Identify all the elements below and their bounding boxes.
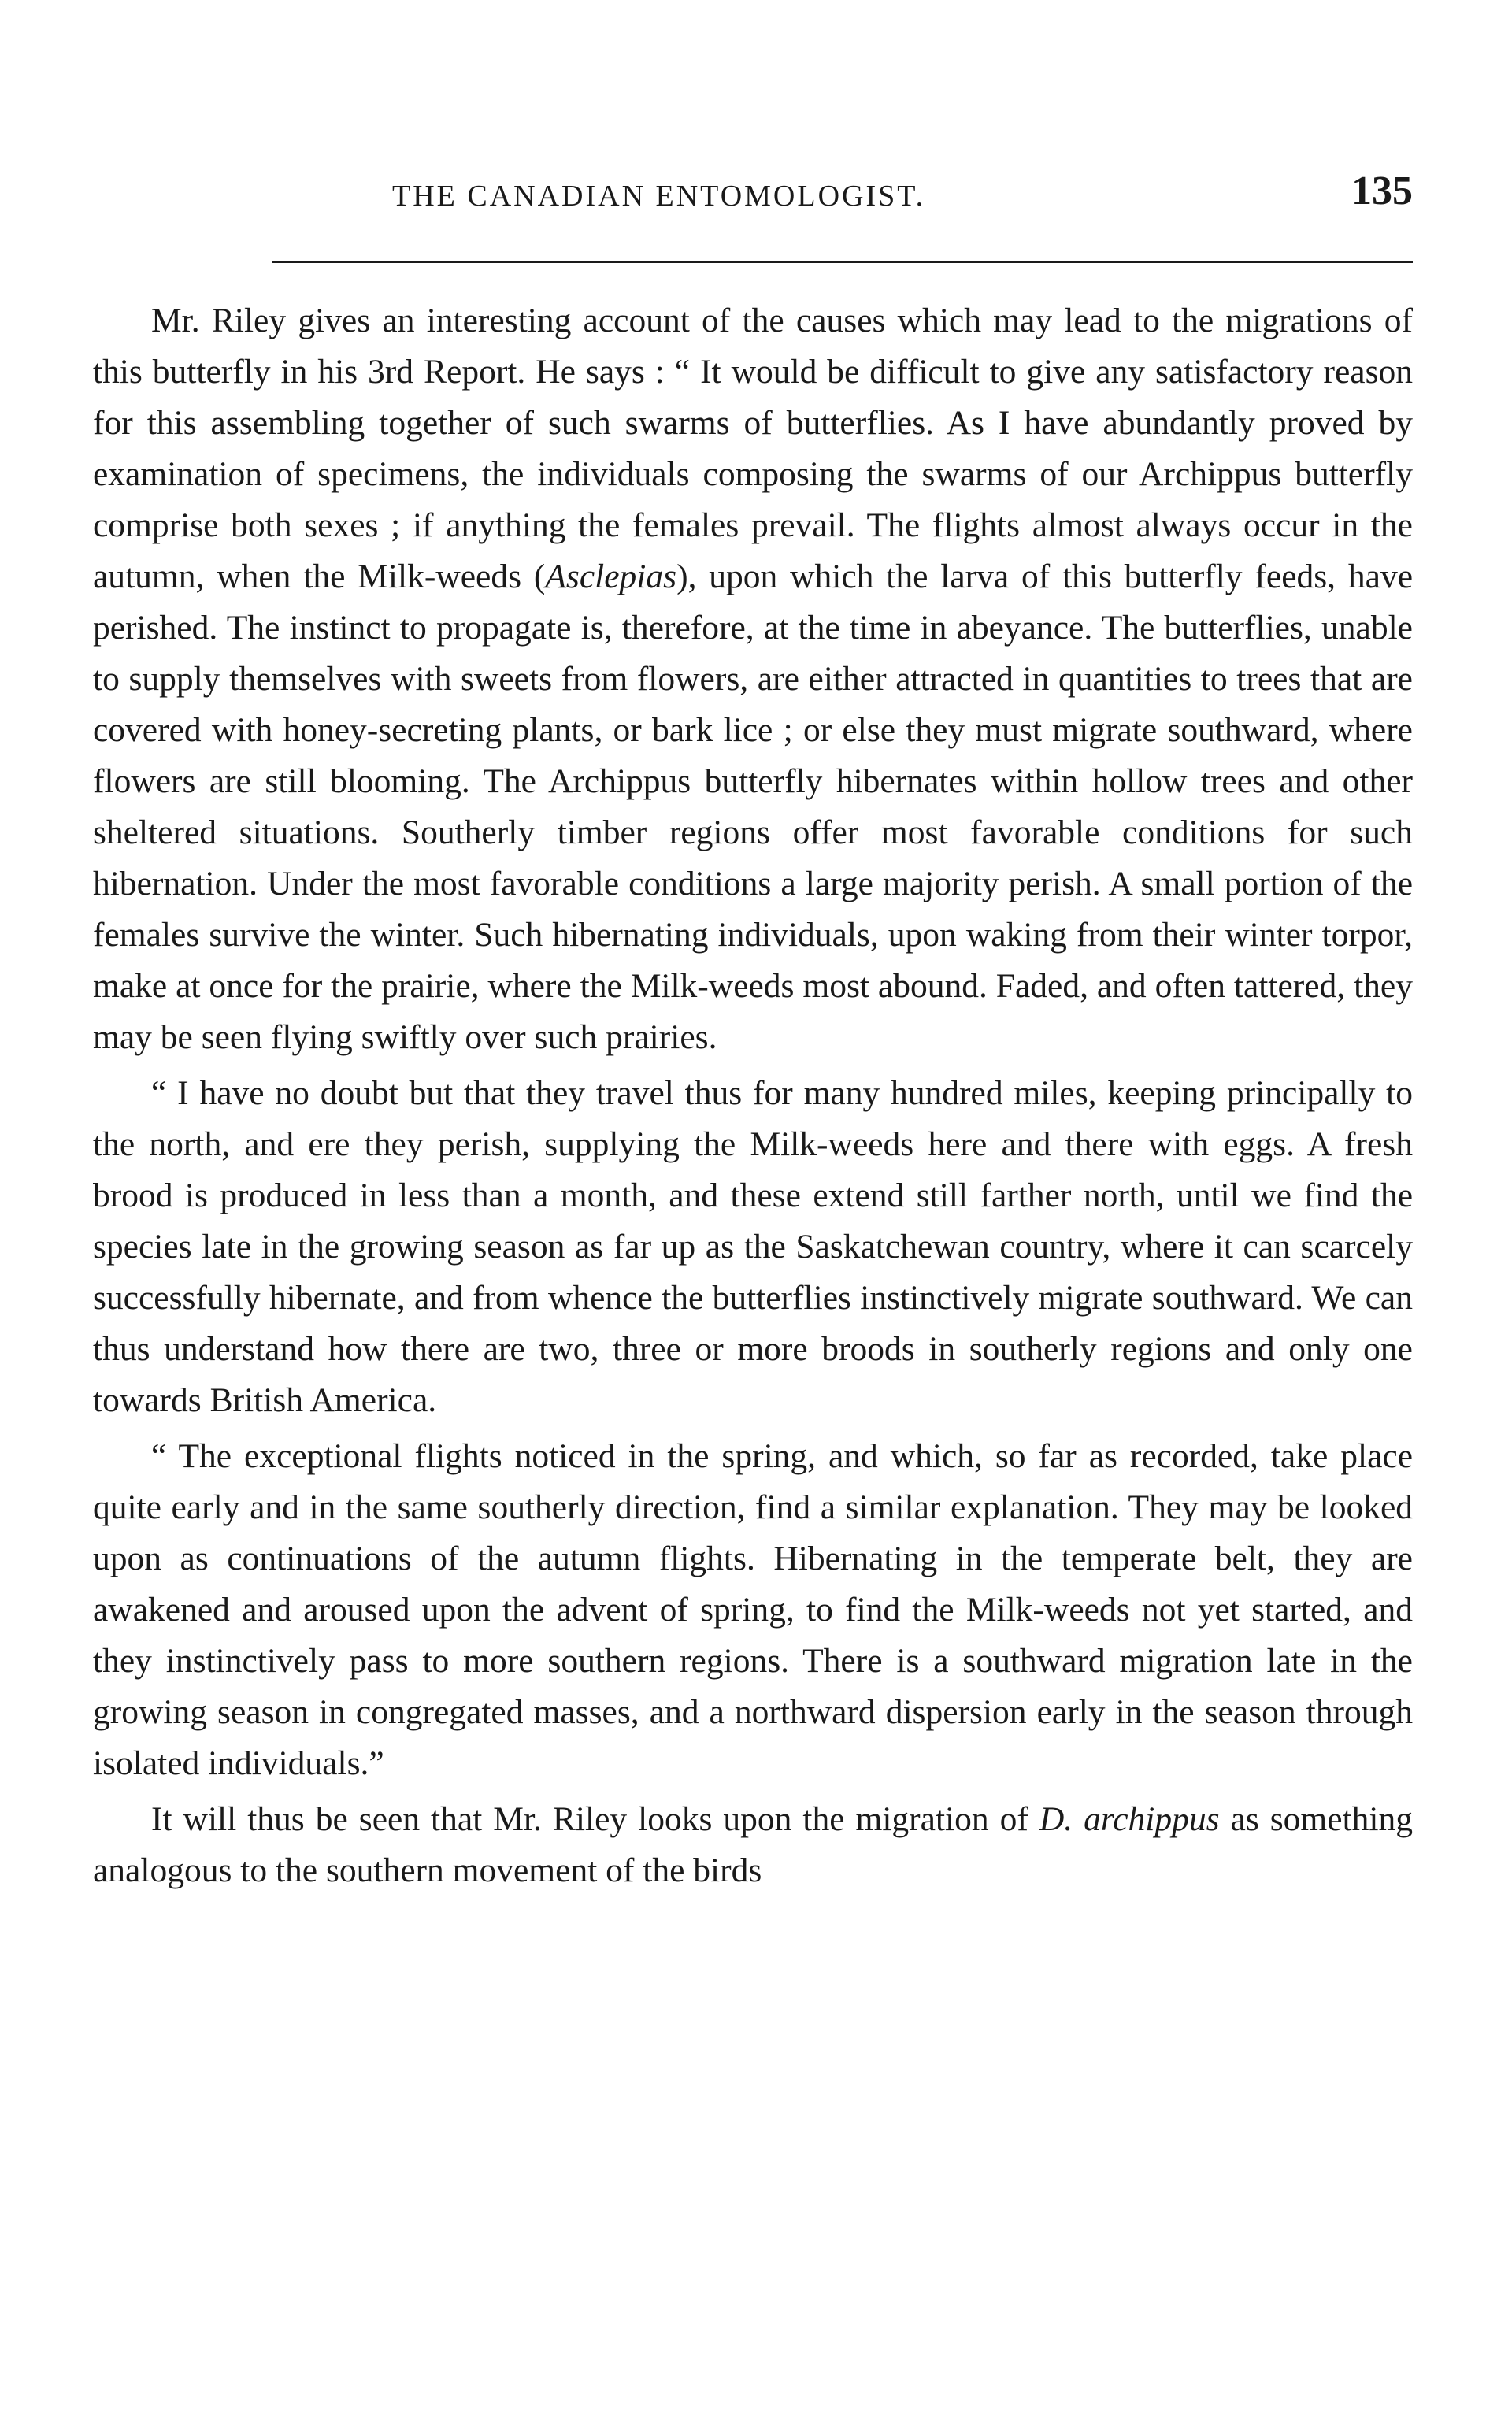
paragraph-3 — [93, 1431, 1413, 1789]
running-head — [93, 161, 1413, 212]
document-page — [93, 161, 1414, 1889]
paragraph-2-text: “ I have no doubt but that they travel thus for many hundred miles, keeping principally to the north, and ere they perish, supplying the Milk-weeds here and there with eggs. A fresh brood is produced in less than a month, and these extend still farther north, until we find the species late in the growing season as far up as the Saskatchewan country, where it can scarcely successfully hibernate, and from whence the butterflies instinctively migrate southward. We can thus understand how there are two, three or more broods in southerly regions and only one towards British America. — [93, 1074, 1413, 1419]
body-text — [93, 295, 1413, 1901]
paragraph-3-text: “ The exceptional flights noticed in the spring, and which, so far as recorded, take place quite early and in the same southerly direction, find a similar explanation. They may be looked upon as continuations of the autumn flights. Hibernating in the temperate belt, they are awakened and aroused upon the advent of spring, to find the Milk-weeds not yet started, and they instinctively pass to more southern regions. There is a southward migration late in the growing season in congregated masses, and a northward dispersion early in the season through isolated individuals.” — [93, 1437, 1413, 1782]
paragraph-4-text: It will thus be seen that Mr. Riley looks upon the migration of — [151, 1800, 1040, 1838]
header-rule — [272, 261, 1413, 263]
paragraph-1-italic: Asclepias — [545, 558, 677, 595]
paragraph-4-text-after: as something analogous to the southern movement of the birds — [93, 1800, 1413, 1889]
paragraph-1-text-after: ), upon which the larva of this butterfly feeds, have perished. The instinct to propagate is, therefore, at the time in abeyance. The butterflies, unable to supply themselves with sweets from flowers, are either attracted in quantities to trees that are covered with honey-secreting plants, or bark lice ; or else they must migrate southward, where flowers are still blooming. The Archippus butterfly hibernates within hollow trees and other sheltered situations. Southerly timber regions offer most favorable conditions for such hibernation. Under the most favorable conditions a large majority perish. A small portion of the females survive the winter. Such hibernating individuals, upon waking from their winter torpor, make at once for the prairie, where the Milk-weeds most abound. Faded, and often tattered, they may be seen flying swiftly over such prairies. — [93, 558, 1414, 1056]
paragraph-4-italic: D. archippus — [1039, 1800, 1220, 1838]
paragraph-1 — [93, 295, 1413, 1063]
paragraph-4 — [93, 1794, 1413, 1896]
running-title: THE CANADIAN ENTOMOLOGIST. — [392, 180, 926, 213]
paragraph-2 — [93, 1068, 1413, 1426]
page-number: 135 — [1351, 169, 1413, 213]
paragraph-1-text: Mr. Riley gives an interesting account of the causes which may lead to the migrations of this butterfly in his 3rd Report. He says : “ It would be difficult to give any satisfactory reason for this assembling together of such swarms of butterflies. As I have abundantly proved by examination of specimens, the individuals composing the swarms of our Archippus butterfly comprise both sexes ; if anything the females prevail. The flights almost always occur in the autumn, when the Milk-weeds ( — [93, 302, 1413, 595]
